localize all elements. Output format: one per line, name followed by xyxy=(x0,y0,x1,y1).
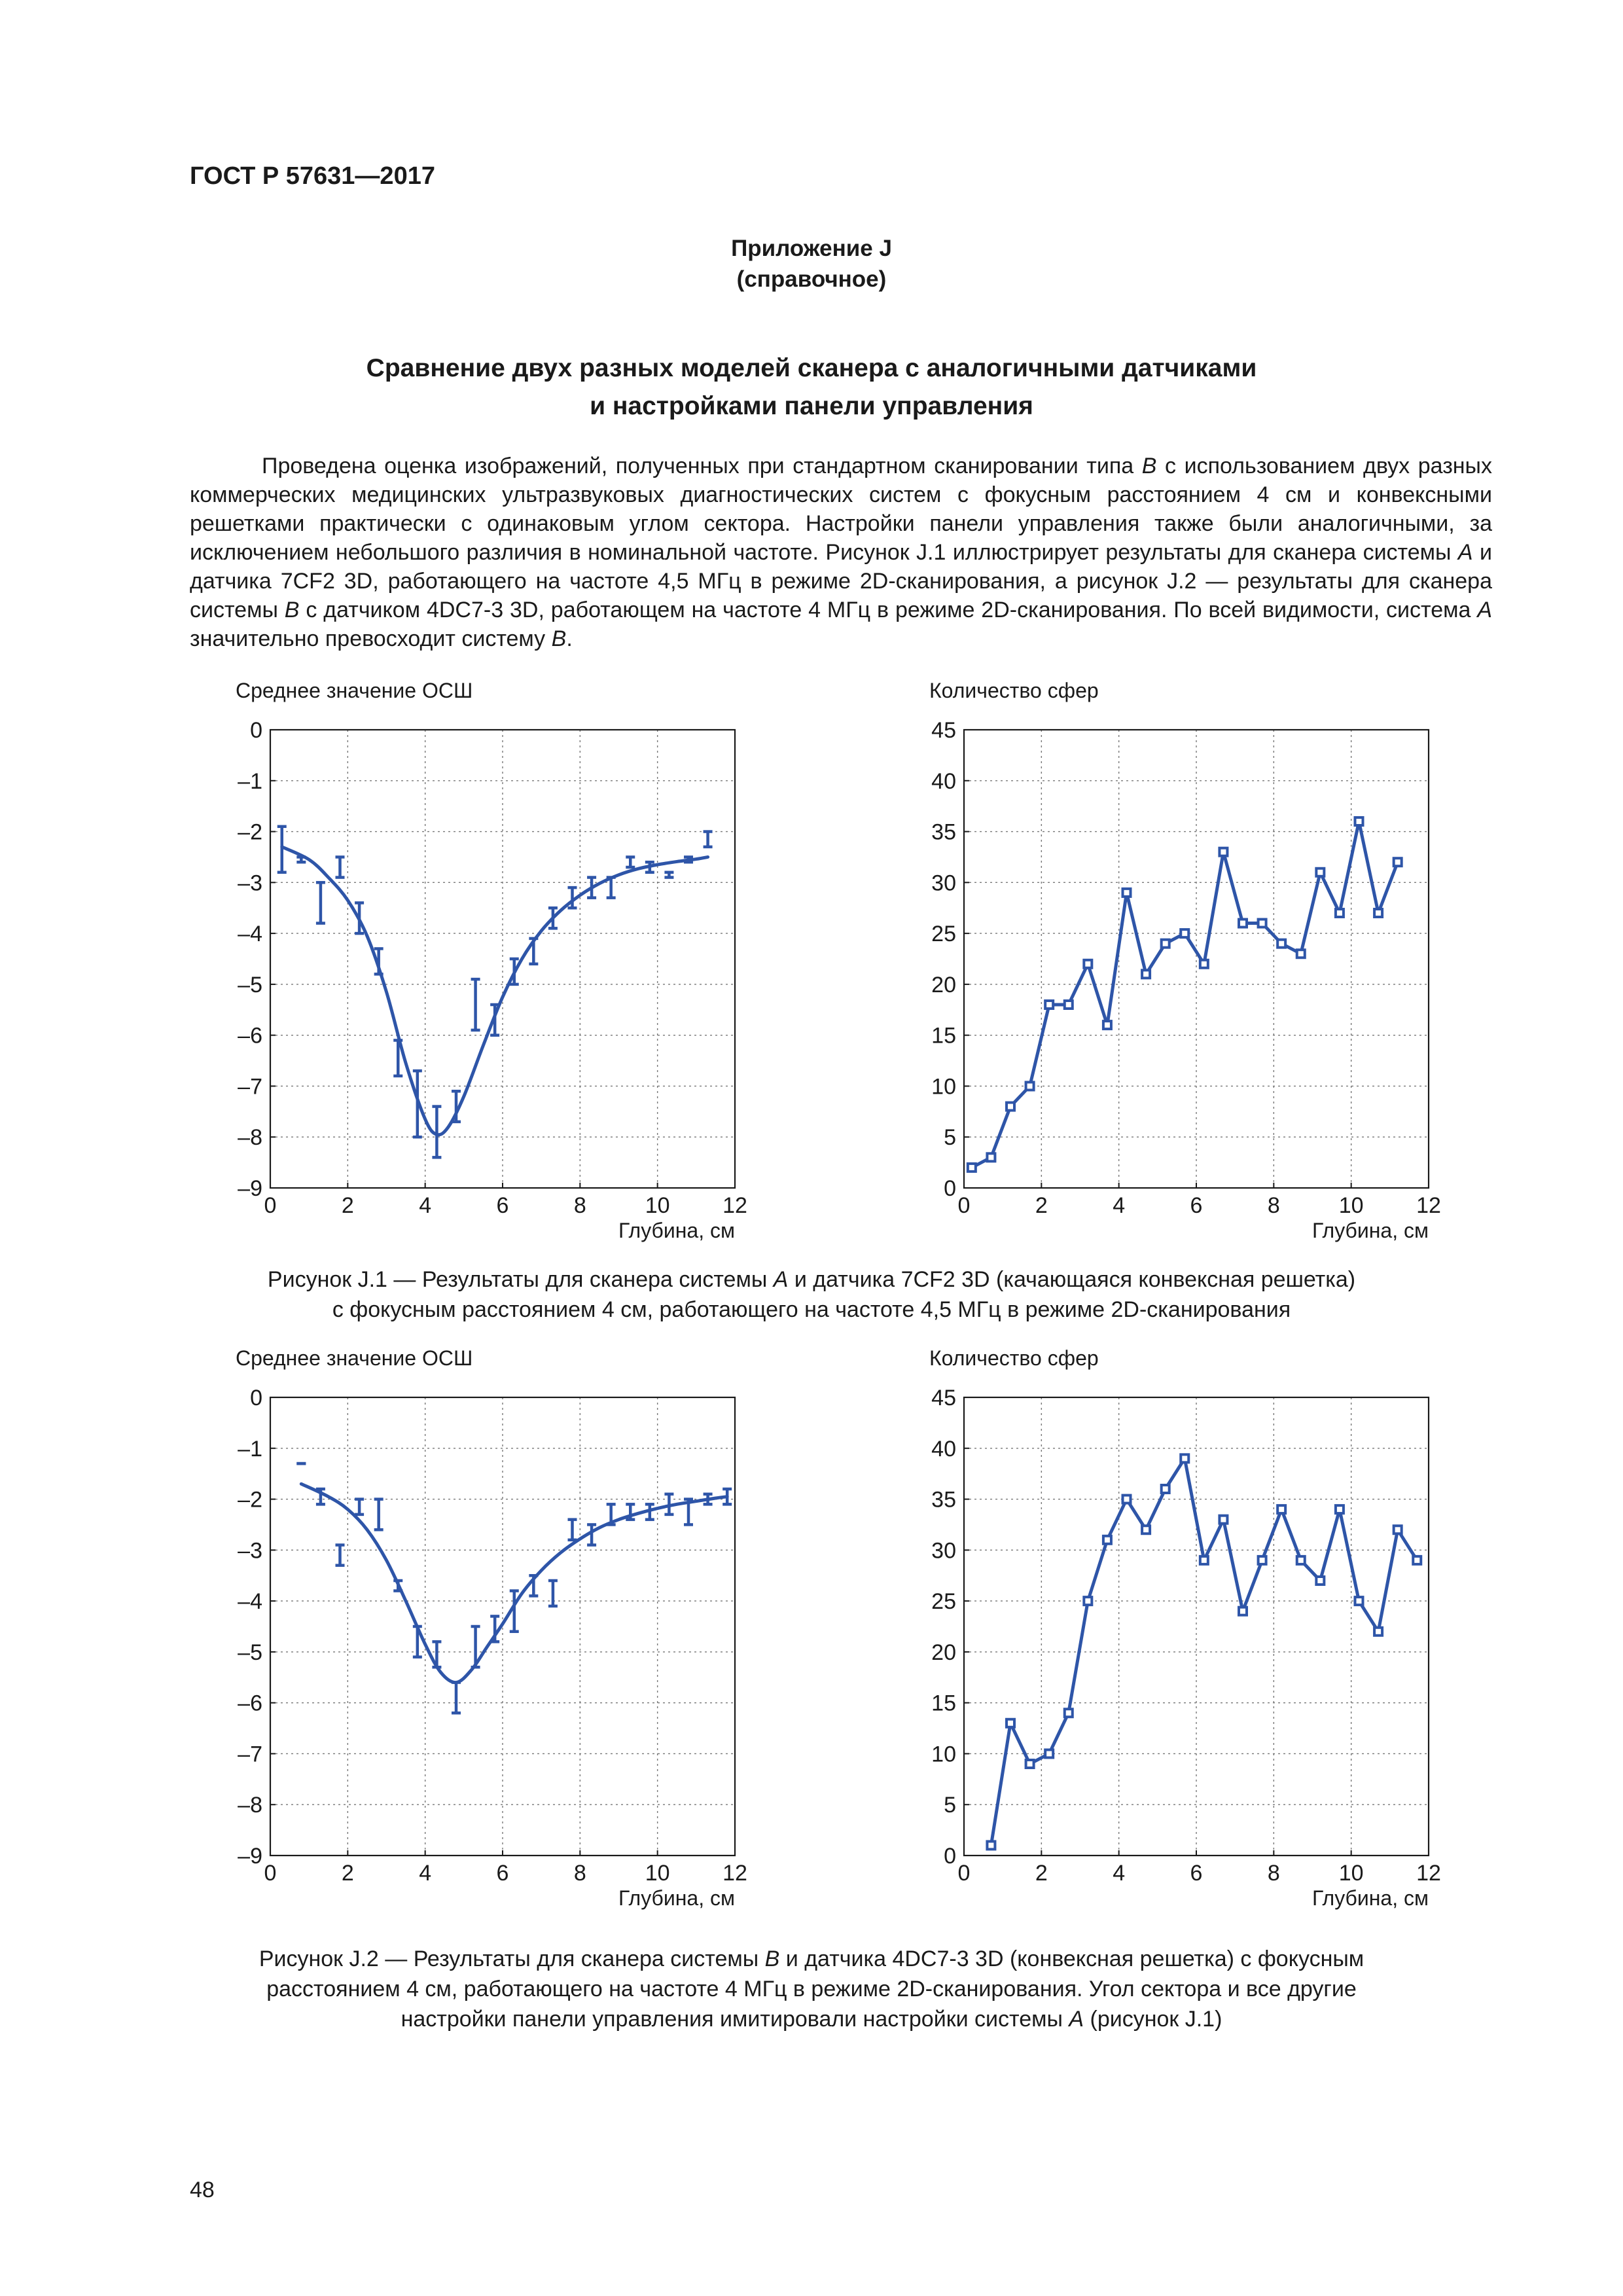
error-bar xyxy=(355,1499,364,1515)
data-point-marker xyxy=(1045,1749,1053,1757)
y-tick-label: 30 xyxy=(931,1538,956,1564)
y-tick-label: –7 xyxy=(238,1074,262,1100)
y-tick-label: –6 xyxy=(238,1023,262,1049)
error-bar xyxy=(336,1545,345,1566)
text-run: с использованием двух разных коммерческих медицинских ультразвуковых диагностических систем с фокусным расстоянием 4 см и конвексными решетками практически с одинаковым углом сектора. Настройки панели управления также были аналогичными, за исключением небольшого различия в номинальной частоте. Рисунок J.1 иллюстрирует результаты для сканера системы xyxy=(190,454,1499,565)
text-run: расстоянием 4 см, работающего на частоте 4 МГц в режиме 2D-сканирования. Угол сектора и все другие xyxy=(266,1977,1357,2001)
error-bar xyxy=(568,1520,577,1540)
x-tick-label: 0 xyxy=(264,1193,277,1218)
y-axis-label: Количество сфер xyxy=(929,1346,1099,1370)
data-point-marker xyxy=(1219,1516,1227,1524)
y-tick-label: 35 xyxy=(931,819,956,845)
y-tick-label: 5 xyxy=(944,1793,956,1818)
italic-text: A xyxy=(773,1267,789,1292)
x-tick-label: 8 xyxy=(573,1193,586,1218)
italic-text: B xyxy=(1141,454,1157,478)
figure1-caption-line2 xyxy=(196,1295,1427,1325)
chart-svg xyxy=(236,679,772,1242)
data-point-marker xyxy=(1219,848,1227,856)
y-tick-label: 5 xyxy=(944,1125,956,1151)
y-tick-label: 0 xyxy=(944,1176,956,1201)
error-bar xyxy=(374,1499,383,1530)
y-tick-label: –5 xyxy=(238,972,262,997)
x-tick-label: 2 xyxy=(1035,1861,1048,1886)
data-point-marker xyxy=(1045,1001,1053,1009)
y-tick-label: –8 xyxy=(238,1125,262,1151)
data-point-marker xyxy=(1336,1505,1344,1513)
x-tick-label: 12 xyxy=(1416,1861,1441,1886)
data-point-marker xyxy=(1277,1505,1285,1513)
data-point-marker xyxy=(1394,1526,1402,1534)
y-tick-label: –9 xyxy=(238,1844,262,1869)
y-tick-label: –3 xyxy=(238,1538,262,1564)
y-axis-label: Количество сфер xyxy=(929,679,1099,702)
data-point-marker xyxy=(1374,909,1382,917)
data-point-marker xyxy=(1374,1628,1382,1636)
error-bar xyxy=(626,857,635,867)
x-axis-label: Глубина, см xyxy=(1311,1886,1429,1910)
y-tick-label: 0 xyxy=(944,1844,956,1869)
y-axis-label: Среднее значение ОСШ xyxy=(236,679,473,702)
data-point-marker xyxy=(1142,1526,1150,1534)
y-tick-label: 40 xyxy=(931,1436,956,1462)
figure1-caption-line1 xyxy=(196,1265,1427,1295)
y-tick-label: 25 xyxy=(931,922,956,947)
appendix-type: (справочное) xyxy=(736,266,887,292)
y-tick-label: –1 xyxy=(238,768,262,794)
data-point-marker xyxy=(1355,1597,1363,1605)
text-run: Рисунок J.2 — Результаты для сканера системы xyxy=(259,1946,765,1971)
y-tick-label: –5 xyxy=(238,1640,262,1665)
text-run: Рисунок J.1 — Результаты для сканера системы xyxy=(267,1267,774,1292)
x-tick-label: 12 xyxy=(1416,1193,1441,1218)
text-run: . xyxy=(566,626,573,651)
data-point-marker xyxy=(1026,1760,1034,1768)
figure1-snr-chart xyxy=(236,679,772,1242)
text-run: и датчика 7CF2 3D, работающего на частоте 4,5 МГц в режиме 2D-сканирования, а рисунок J.2 — результаты для сканера системы xyxy=(190,540,1499,622)
data-point-marker xyxy=(1258,1556,1266,1564)
text-run: настройки панели управления имитировали настройки системы xyxy=(401,2007,1069,2032)
data-point-marker xyxy=(1297,950,1305,958)
data-point-marker xyxy=(968,1164,976,1172)
y-tick-label: 45 xyxy=(931,1386,956,1410)
y-tick-label: 40 xyxy=(931,768,956,794)
y-tick-label: –4 xyxy=(238,922,262,947)
x-tick-label: 8 xyxy=(573,1861,586,1886)
data-point-marker xyxy=(1162,940,1169,948)
data-point-marker xyxy=(1277,940,1285,948)
data-point-marker xyxy=(1123,1496,1131,1503)
y-tick-label: –2 xyxy=(238,819,262,845)
x-axis-label: Глубина, см xyxy=(618,1219,735,1242)
data-point-marker xyxy=(1200,960,1208,968)
error-bar xyxy=(548,1581,558,1606)
x-tick-label: 4 xyxy=(1113,1861,1126,1886)
data-point-marker xyxy=(1258,920,1266,927)
x-tick-label: 6 xyxy=(496,1861,509,1886)
italic-text: B xyxy=(764,1946,780,1971)
y-tick-label: –6 xyxy=(238,1691,262,1716)
figure2-spheres-chart xyxy=(929,1346,1466,1910)
data-point-marker xyxy=(1181,929,1188,937)
page-number: 48 xyxy=(190,2178,215,2202)
data-point-marker xyxy=(1142,970,1150,978)
y-tick-label: 30 xyxy=(931,870,956,896)
y-tick-label: 20 xyxy=(931,972,956,997)
figure2-snr-chart xyxy=(236,1346,772,1910)
text-run: и датчика 4DC7-3 3D (конвексная решетка) с фокусным xyxy=(779,1946,1364,1971)
chart-svg xyxy=(929,1346,1466,1910)
x-tick-label: 12 xyxy=(722,1193,747,1218)
y-tick-label: 10 xyxy=(931,1742,956,1767)
y-tick-label: –1 xyxy=(238,1436,262,1462)
italic-text: A xyxy=(1069,2007,1084,2032)
section-title-line1: Сравнение двух разных моделей сканера с аналогичными датчиками xyxy=(366,354,1257,382)
error-bar xyxy=(664,872,673,878)
y-tick-label: 45 xyxy=(931,718,956,743)
x-tick-label: 6 xyxy=(496,1193,509,1218)
x-tick-label: 10 xyxy=(645,1861,670,1886)
data-point-marker xyxy=(1084,960,1092,968)
series-line xyxy=(972,821,1398,1168)
fit-curve xyxy=(282,847,708,1135)
x-tick-label: 10 xyxy=(645,1193,670,1218)
chart-svg xyxy=(929,679,1466,1242)
x-tick-label: 2 xyxy=(341,1193,354,1218)
error-bar xyxy=(316,882,325,923)
data-point-marker xyxy=(1007,1719,1014,1727)
error-bar xyxy=(452,1683,461,1713)
figure1-spheres-chart xyxy=(929,679,1466,1242)
fit-curve xyxy=(301,1484,727,1682)
y-tick-label: –8 xyxy=(238,1793,262,1818)
error-bar xyxy=(336,857,345,877)
data-point-marker xyxy=(1316,869,1324,876)
text-run: с датчиком 4DC7-3 3D, работающем на частоте 4 МГц в режиме 2D-сканирования. По всей видимости, система xyxy=(299,598,1478,622)
section-title-line2: и настройками панели управления xyxy=(590,392,1033,420)
y-tick-label: 10 xyxy=(931,1074,956,1100)
data-point-marker xyxy=(1239,1607,1247,1615)
data-point-marker xyxy=(1355,817,1363,825)
figure2-caption-line2 xyxy=(196,1974,1427,2004)
y-tick-label: –2 xyxy=(238,1487,262,1513)
data-point-marker xyxy=(1336,909,1344,917)
figure2-caption-line3 xyxy=(196,2004,1427,2034)
text-run: Проведена оценка изображений, полученных при стандартном сканировании типа xyxy=(262,454,1142,478)
x-axis-label: Глубина, см xyxy=(1311,1219,1429,1242)
error-bar xyxy=(471,979,480,1030)
x-tick-label: 0 xyxy=(957,1861,971,1886)
y-tick-label: 15 xyxy=(931,1023,956,1049)
section-title xyxy=(0,350,1623,425)
data-point-marker xyxy=(1065,1001,1073,1009)
data-point-marker xyxy=(1007,1103,1014,1111)
x-tick-label: 0 xyxy=(957,1193,971,1218)
y-tick-label: 0 xyxy=(250,1386,262,1410)
data-point-marker xyxy=(1239,920,1247,927)
y-tick-label: –4 xyxy=(238,1589,262,1615)
data-point-marker xyxy=(1316,1577,1324,1585)
figure2-caption xyxy=(196,1944,1427,2034)
text-run: (рисунок J.1) xyxy=(1084,2007,1222,2032)
x-tick-label: 8 xyxy=(1267,1193,1280,1218)
data-point-marker xyxy=(1103,1536,1111,1544)
x-tick-label: 0 xyxy=(264,1861,277,1886)
y-tick-label: 35 xyxy=(931,1487,956,1513)
text-run: и датчика 7CF2 3D (качающаяся конвексная решетка) xyxy=(788,1267,1356,1292)
x-tick-label: 2 xyxy=(341,1861,354,1886)
italic-text: A xyxy=(1477,598,1492,622)
italic-text: B xyxy=(551,626,567,651)
data-point-marker xyxy=(1181,1454,1188,1462)
y-tick-label: –3 xyxy=(238,870,262,896)
x-tick-label: 4 xyxy=(419,1193,432,1218)
intro-paragraph xyxy=(190,452,1499,653)
y-tick-label: 20 xyxy=(931,1640,956,1665)
document-header: ГОСТ Р 57631—2017 xyxy=(190,162,435,190)
x-tick-label: 4 xyxy=(419,1861,432,1886)
data-point-marker xyxy=(1123,889,1131,897)
text-run: значительно превосходит систему xyxy=(190,598,1499,651)
y-tick-label: 0 xyxy=(250,718,262,743)
chart-svg xyxy=(236,1346,772,1910)
data-point-marker xyxy=(1065,1709,1073,1717)
y-tick-label: –9 xyxy=(238,1176,262,1201)
data-point-marker xyxy=(1297,1556,1305,1564)
italic-text: A xyxy=(1457,540,1473,565)
data-point-marker xyxy=(987,1841,995,1849)
y-axis-label: Среднее значение ОСШ xyxy=(236,1346,473,1370)
data-point-marker xyxy=(1413,1556,1421,1564)
x-tick-label: 6 xyxy=(1190,1861,1203,1886)
x-tick-label: 6 xyxy=(1190,1193,1203,1218)
data-point-marker xyxy=(1103,1021,1111,1029)
x-tick-label: 10 xyxy=(1338,1193,1364,1218)
data-point-marker xyxy=(987,1153,995,1161)
figure1-caption xyxy=(196,1265,1427,1325)
x-tick-label: 2 xyxy=(1035,1193,1048,1218)
x-axis-label: Глубина, см xyxy=(618,1886,735,1910)
x-tick-label: 10 xyxy=(1338,1861,1364,1886)
appendix-heading xyxy=(0,233,1623,295)
error-bar xyxy=(704,832,713,847)
data-point-marker xyxy=(1200,1556,1208,1564)
data-point-marker xyxy=(1026,1082,1034,1090)
italic-text: B xyxy=(284,598,300,622)
x-tick-label: 12 xyxy=(722,1861,747,1886)
data-point-marker xyxy=(1394,858,1402,866)
x-tick-label: 8 xyxy=(1267,1861,1280,1886)
data-point-marker xyxy=(1084,1597,1092,1605)
y-tick-label: –7 xyxy=(238,1742,262,1767)
y-tick-label: 15 xyxy=(931,1691,956,1716)
text-run: с фокусным расстоянием 4 см, работающего на частоте 4,5 МГц в режиме 2D-сканирования xyxy=(332,1297,1291,1322)
data-point-marker xyxy=(1162,1485,1169,1493)
x-tick-label: 4 xyxy=(1113,1193,1126,1218)
appendix-title: Приложение J xyxy=(731,236,892,261)
figure2-caption-line1 xyxy=(196,1944,1427,1974)
y-tick-label: 25 xyxy=(931,1589,956,1615)
